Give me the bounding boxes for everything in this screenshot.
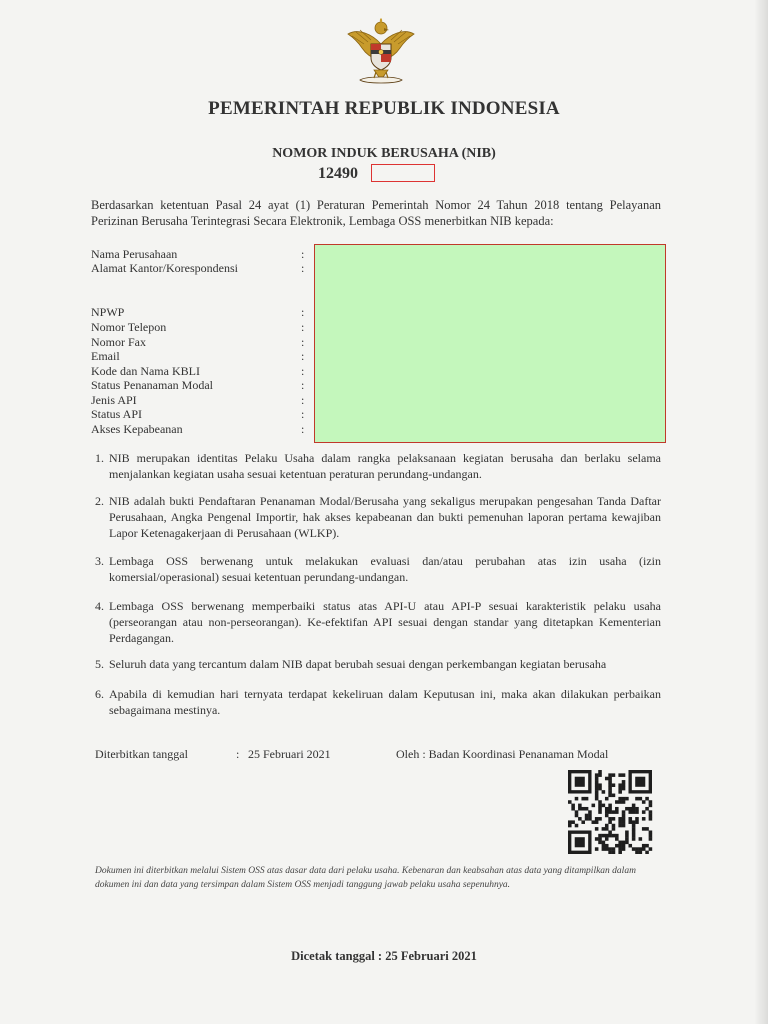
note-number: 1. <box>95 451 104 465</box>
field-colon: : <box>301 393 305 407</box>
field-label: Status API <box>91 407 143 421</box>
field-colon: : <box>301 378 305 392</box>
field-kode-kbli <box>91 364 305 379</box>
field-label: Kode dan Nama KBLI <box>91 364 200 378</box>
note-number: 4. <box>95 599 104 613</box>
note-text: Lembaga OSS berwenang memperbaiki status atas API-U atau API-P sesuai karakteristik pelaku usaha (perseorangan atau non-perseorangan). Ke-efektifan API sesuai dengan standar yang ditetapkan Kementerian Perdagangan. <box>109 599 661 645</box>
nib-number: 12490 <box>318 165 358 182</box>
note-text: Lembaga OSS berwenang untuk melakukan evaluasi dan/atau perubahan atas izin usaha (izin komersial/operasional) sesuai ketentuan perundang-undangan. <box>109 554 661 584</box>
field-email <box>91 349 305 364</box>
document-title: PEMERINTAH REPUBLIK INDONESIA <box>208 98 560 119</box>
issued-date: 25 Februari 2021 <box>248 747 331 761</box>
garuda-emblem-icon <box>344 14 418 90</box>
field-label: Akses Kepabeanan <box>91 422 183 436</box>
note-text: Apabila di kemudian hari ternyata terdapat kekeliruan dalam Keputusan ini, maka akan dilakukan perbaikan sebagaimana mestinya. <box>109 687 661 717</box>
field-npwp <box>91 305 305 320</box>
note-item <box>95 553 661 585</box>
field-label: Jenis API <box>91 393 137 407</box>
intro-paragraph: Berdasarkan ketentuan Pasal 24 ayat (1) Peraturan Pemerintah Nomor 24 Tahun 2018 tentang Pelayanan Perizinan Berusaha Terintegrasi Secara Elektronik, Lembaga OSS menerbitkan NIB kepada: <box>91 198 661 228</box>
note-item <box>95 493 661 541</box>
note-item <box>95 686 661 718</box>
field-label: NPWP <box>91 305 125 319</box>
printed-date: Dicetak tanggal : 25 Februari 2021 <box>291 949 477 963</box>
field-alamat-kantor <box>91 261 305 276</box>
issued-colon: : <box>236 747 240 761</box>
note-number: 3. <box>95 554 104 568</box>
field-colon: : <box>301 247 305 261</box>
field-jenis-api <box>91 393 305 408</box>
field-akses-kepabeanan <box>91 422 305 437</box>
field-colon: : <box>301 407 305 421</box>
issued-label: Diterbitkan tanggal <box>95 747 188 761</box>
field-colon: : <box>301 305 305 319</box>
company-data-redaction-box <box>314 244 666 443</box>
note-text: NIB merupakan identitas Pelaku Usaha dalam rangka pelaksanaan kegiatan berusaha dan berlaku selama menjalankan kegiatan usaha sesuai ketentuan peraturan perundang-undangan. <box>109 451 661 481</box>
note-item <box>95 450 661 482</box>
field-colon: : <box>301 320 305 334</box>
field-label: Alamat Kantor/Korespondensi <box>91 261 238 275</box>
field-colon: : <box>301 364 305 378</box>
note-number: 2. <box>95 494 104 508</box>
field-label: Nama Perusahaan <box>91 247 178 261</box>
field-label: Nomor Fax <box>91 335 146 349</box>
note-item <box>95 598 661 646</box>
field-colon: : <box>301 422 305 436</box>
note-number: 5. <box>95 657 104 671</box>
field-nomor-fax <box>91 335 305 350</box>
field-nomor-telepon <box>91 320 305 335</box>
note-text: NIB adalah bukti Pendaftaran Penanaman Modal/Berusaha yang sekaligus merupakan pengesahan Tanda Daftar Perusahaan, Angka Pengenal Importir, hak akses kepabeanan dan bukti pemenuhan laporan pertama kewajiban Lapor Ketenagakerjaan di Perusahaan (WLKP). <box>109 494 661 540</box>
field-colon: : <box>301 349 305 363</box>
field-colon: : <box>301 261 305 275</box>
nib-redaction-box <box>371 164 435 182</box>
note-number: 6. <box>95 687 104 701</box>
document-subtitle: NOMOR INDUK BERUSAHA (NIB) <box>272 146 496 161</box>
field-status-penanaman-modal <box>91 378 305 393</box>
field-nama-perusahaan <box>91 247 305 262</box>
field-label: Nomor Telepon <box>91 320 167 334</box>
note-text: Seluruh data yang tercantum dalam NIB dapat berubah sesuai dengan perkembangan kegiatan berusaha <box>109 657 607 671</box>
note-item <box>95 656 661 672</box>
field-status-api <box>91 407 305 422</box>
issued-by: Oleh : Badan Koordinasi Penanaman Modal <box>396 747 609 761</box>
field-label: Status Penanaman Modal <box>91 378 213 392</box>
qr-code-icon <box>566 770 654 854</box>
field-colon: : <box>301 335 305 349</box>
field-label: Email <box>91 349 120 363</box>
disclaimer-text: Dokumen ini diterbitkan melalui Sistem OSS atas dasar data dari pelaku usaha. Kebenaran dan keabsahan atas data yang ditampilkan dalam dokumen ini dan data yang tersimpan dalam Sistem OSS menjadi tanggung jawab pelaku usaha sepenuhnya. <box>95 866 636 890</box>
